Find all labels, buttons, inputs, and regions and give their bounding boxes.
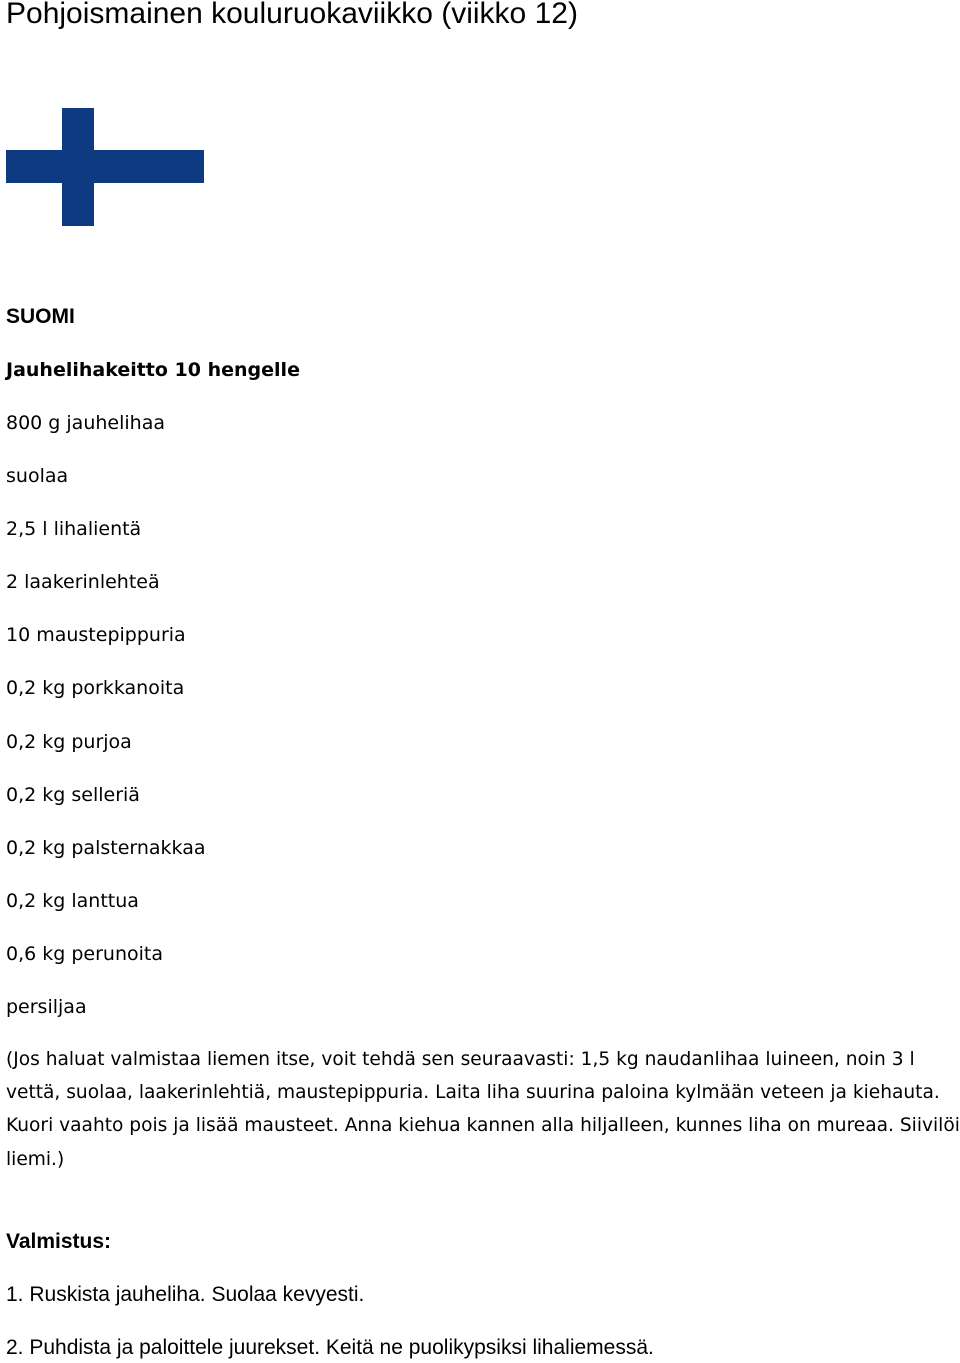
broth-note-paragraph: (Jos haluat valmistaa liemen itse, voit tehdä sen seuraavasti: 1,5 kg naudanlihaa luineen, noin 3 l vettä, suolaa, laakerinlehtiä, maustepippuria. Laita liha suurina paloina kylmään veteen ja kiehauta. Kuori vaahto pois ja lisää mausteet. Anna kiehua kannen alla hiljalleen, kunnes liha on mureaa. Siivilöi liemi.)	[6, 1049, 960, 1170]
page-title: Pohjoismainen kouluruokaviikko (viikko 12)	[6, 0, 578, 30]
ingredient-item: 0,6 kg perunoita	[6, 942, 164, 965]
ingredient-item: 0,2 kg selleriä	[6, 783, 140, 806]
ingredient-item: persiljaa	[6, 996, 87, 1019]
flag-cross-horizontal	[6, 150, 204, 183]
ingredient-item: 10 maustepippuria	[6, 624, 186, 647]
instruction-step-2: 2. Puhdista ja paloittele juurekset. Keitä ne puolikypsiksi lihaliemessä.	[6, 1336, 654, 1359]
ingredient-item: 0,2 kg porkkanoita	[6, 677, 185, 700]
instruction-step-1: 1. Ruskista jauheliha. Suolaa kevyesti.	[6, 1283, 365, 1306]
ingredient-item: 2,5 l lihalientä	[6, 518, 142, 541]
instructions-heading: Valmistus:	[6, 1230, 112, 1253]
finnish-flag-cross-icon	[6, 108, 204, 226]
ingredient-item: 0,2 kg purjoa	[6, 730, 132, 753]
ingredient-item: suolaa	[6, 465, 69, 488]
recipe-title: Jauhelihakeitto 10 hengelle	[6, 359, 300, 381]
ingredient-item: 2 laakerinlehteä	[6, 571, 160, 594]
section-heading-country: SUOMI	[6, 305, 75, 328]
ingredient-item: 0,2 kg lanttua	[6, 889, 139, 912]
ingredient-list	[6, 409, 206, 1046]
finnish-flag-icon	[6, 108, 204, 226]
ingredient-item: 800 g jauhelihaa	[6, 412, 165, 434]
ingredient-item: 0,2 kg palsternakkaa	[6, 836, 206, 859]
